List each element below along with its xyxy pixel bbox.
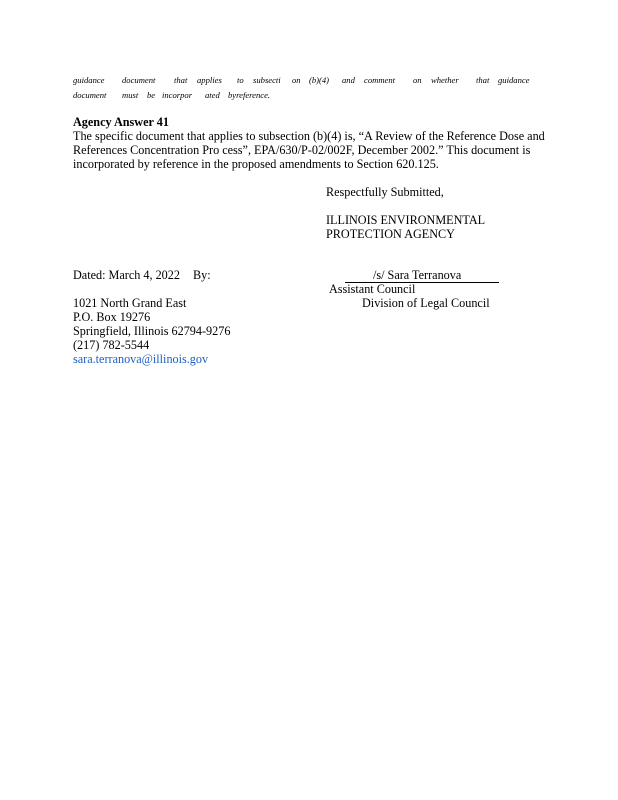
signer-title: Assistant Council [329,282,416,296]
address-phone: (217) 782-5544 [73,338,150,352]
fragment-word: comment [364,75,396,85]
fragment-word: ated [205,90,220,100]
fragment-word: guidance [73,75,105,85]
signer-division: Division of Legal Council [362,296,490,310]
fragment-word: document [73,90,107,100]
agency-name-line-1: ILLINOIS ENVIRONMENTAL [326,213,486,227]
fragment-word: and [342,75,355,85]
fragment-word: whether [431,75,459,85]
fragment-word: document [122,75,156,85]
signature-line [345,268,499,282]
fragment-word: incorpor [162,90,193,100]
agency-name-line-2: PROTECTION AGENCY [326,227,455,241]
answer-line-1: The specific document that applies to subsection (b)(4) is, “A Review of the Reference Dose and [73,129,545,143]
answer-heading: Agency Answer 41 [73,115,169,129]
fragment-word: that [476,75,490,85]
fragment-word: that [174,75,188,85]
fragment-word: must [122,90,139,100]
respectfully-submitted: Respectfully Submitted, [326,185,444,199]
fragment-word: guidance [498,75,530,85]
fragment-word: applies [197,75,222,85]
by-label: By: [193,268,211,282]
answer-line-3: incorporated by reference in the proposed amendments to Section 620.125. [73,157,439,171]
address-street: 1021 North Grand East [73,296,187,310]
fragment-word: subsecti [253,75,281,85]
signature-text: /s/ Sara Terranova [345,268,499,283]
address-pobox: P.O. Box 19276 [73,310,151,324]
fragment-word: byreference. [228,90,271,100]
answer-line-2: References Concentration Pro cess”, EPA/630/P-02/002F, December 2002.” This document is [73,143,531,157]
fragment-word: to [237,75,244,85]
address-city: Springfield, Illinois 62794-9276 [73,324,231,338]
fragment-word: (b)(4) [309,75,330,85]
email-link[interactable]: sara.terranova@illinois.gov [73,352,209,366]
fragment-word: on [292,75,301,85]
fragment-word: on [413,75,422,85]
dated: Dated: March 4, 2022 [73,268,180,282]
fragment-word: be [147,90,156,100]
